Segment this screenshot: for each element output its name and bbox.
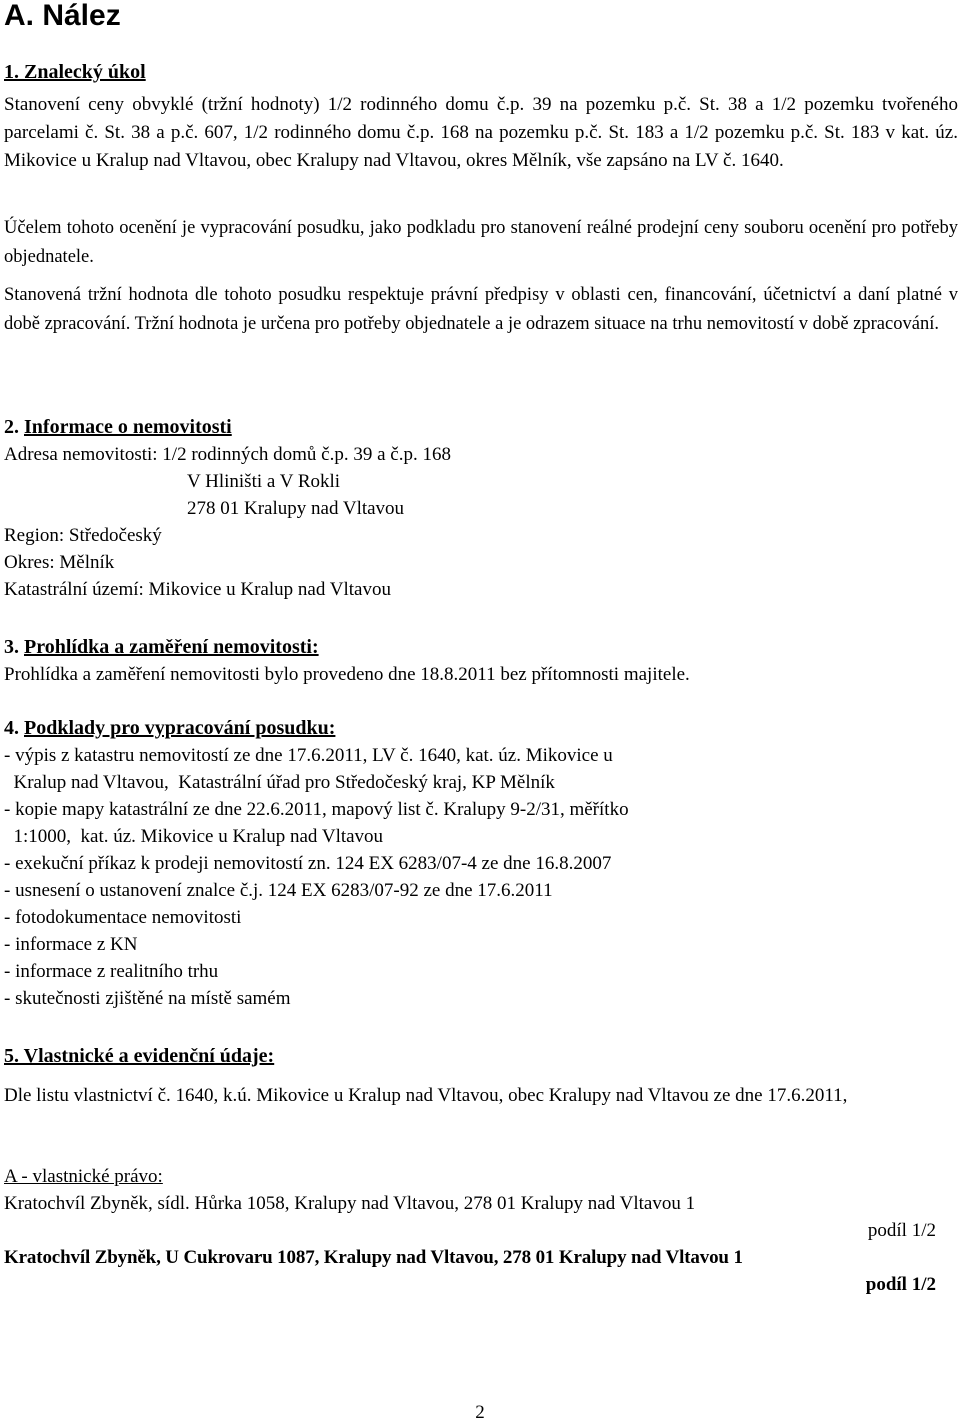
section-2-heading <box>4 413 958 441</box>
section-4-heading-text: Podklady pro vypracování posudku: <box>24 717 336 739</box>
property-region: Region: Středočeský <box>4 525 162 546</box>
section-4-heading <box>4 714 958 742</box>
section-2-heading-number: 2. <box>4 416 24 438</box>
section-3 <box>4 633 958 688</box>
list-item: 1:1000, kat. úz. Mikovice u Kralup nad Vltavou <box>4 826 384 847</box>
page-number: 2 <box>475 1402 485 1423</box>
section-1-paragraph-2: Účelem tohoto ocenění je vypracování posudku, jako podkladu pro stanovení reálné prodejní ceny souboru ocenění pro potřeby objednatele. <box>4 218 958 267</box>
section-2-heading-text: Informace o nemovitosti <box>24 416 232 438</box>
ownership-block <box>4 1163 958 1298</box>
section-1 <box>4 58 958 86</box>
inspection-text: Prohlídka a zaměření nemovitosti bylo provedeno dne 18.8.2011 bez přítomnosti majitele. <box>4 664 690 685</box>
section-5-heading: 5. Vlastnické a evidenční údaje: <box>4 1045 275 1067</box>
section-4 <box>4 714 958 1012</box>
list-item: - usnesení o ustanovení znalce č.j. 124 EX 6283/07-92 ze dne 17.6.2011 <box>4 880 553 901</box>
list-item: - fotodokumentace nemovitosti <box>4 907 242 928</box>
section-3-heading-text: Prohlídka a zaměření nemovitosti: <box>24 636 319 658</box>
owner-2-share: podíl 1/2 <box>865 1274 936 1295</box>
section-4-heading-number: 4. <box>4 717 24 739</box>
list-item: Kralup nad Vltavou, Katastrální úřad pro Středočeský kraj, KP Mělník <box>4 772 555 793</box>
owner-2: Kratochvíl Zbyněk, U Cukrovaru 1087, Kralupy nad Vltavou, 278 01 Kralupy nad Vltavou 1 <box>4 1247 743 1268</box>
section-2 <box>4 413 958 603</box>
list-item: - výpis z katastru nemovitostí ze dne 17.6.2011, LV č. 1640, kat. úz. Mikovice u <box>4 745 613 766</box>
list-item: - exekuční příkaz k prodeji nemovitostí zn. 124 EX 6283/07-4 ze dne 16.8.2007 <box>4 853 612 874</box>
section-1-paragraph-1: Stanovení ceny obvyklé (tržní hodnoty) 1/2 rodinného domu č.p. 39 na pozemku p.č. St. 38 a 1/2 pozemku tvořeného parcelami č. St. 38 a p.č. 607, 1/2 rodinného domu č.p. 168 na pozemku p.č. St. 183 a 1/2 pozemku p.č. St. 183 v kat. úz. Mikovice u Kralup nad Vltavou, obec Kralupy nad Vltavou, okres Mělník, vše zapsáno na LV č. 1640. <box>4 94 958 171</box>
list-item: - kopie mapy katastrální ze dne 22.6.2011, mapový list č. Kralupy 9-2/31, měřítko <box>4 799 629 820</box>
list-item: - skutečnosti zjištěné na místě samém <box>4 988 291 1009</box>
section-1-paragraph-3: Stanovená tržní hodnota dle tohoto posudku respektuje právní předpisy v oblasti cen, financování, účetnictví a daní platné v době zpracování. Tržní hodnota je určena pro potřeby objednatele a je odrazem situace na trhu nemovitostí v době zpracování. <box>4 285 958 334</box>
property-address-street: V Hliništi a V Rokli <box>187 471 341 492</box>
owner-1: Kratochvíl Zbyněk, sídl. Hůrka 1058, Kralupy nad Vltavou, 278 01 Kralupy nad Vltavou 1 <box>4 1193 696 1214</box>
list-item: - informace z realitního trhu <box>4 961 219 982</box>
page-title: A. Nález <box>4 0 121 32</box>
property-district: Okres: Mělník <box>4 552 115 573</box>
section-5 <box>4 1042 958 1070</box>
property-address: Adresa nemovitosti: 1/2 rodinných domů č.p. 39 a č.p. 168 <box>4 444 451 465</box>
property-cadastre: Katastrální území: Mikovice u Kralup nad Vltavou <box>4 579 391 600</box>
section-3-heading-number: 3. <box>4 636 24 658</box>
section-3-heading <box>4 633 958 661</box>
list-item: - informace z KN <box>4 934 138 955</box>
property-address-city: 278 01 Kralupy nad Vltavou <box>187 498 405 519</box>
ownership-subheading: A - vlastnické právo: <box>4 1166 163 1187</box>
ownership-text: Dle listu vlastnictví č. 1640, k.ú. Mikovice u Kralup nad Vltavou, obec Kralupy nad Vltavou ze dne 17.6.2011, <box>4 1085 848 1106</box>
section-1-heading: 1. Znalecký úkol <box>4 61 146 83</box>
owner-1-share: podíl 1/2 <box>867 1220 936 1241</box>
